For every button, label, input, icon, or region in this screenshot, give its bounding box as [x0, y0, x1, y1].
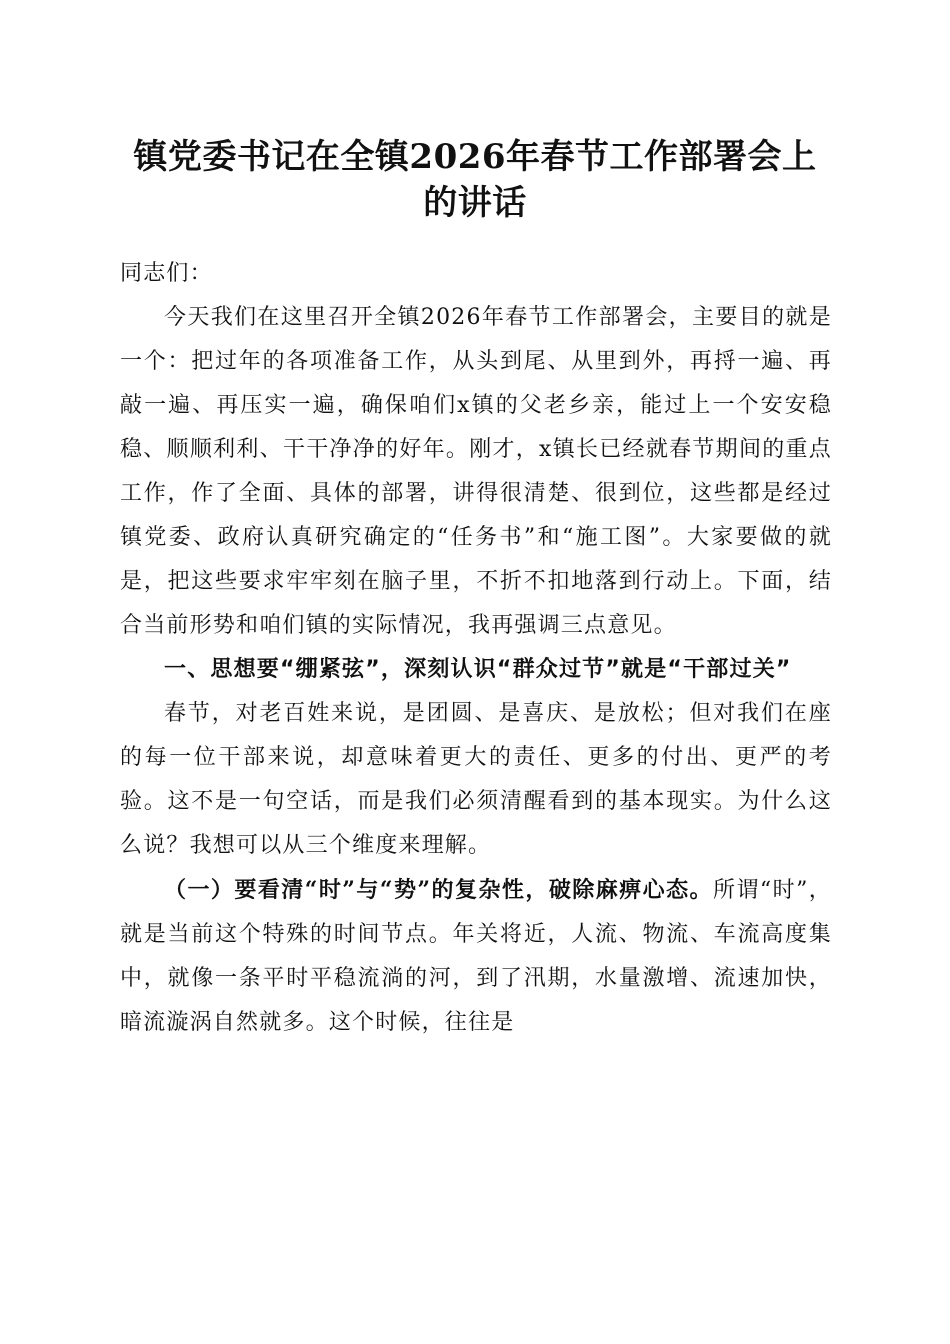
title-line-1: 镇党委书记在全镇2026年春节工作部署会上 — [133, 137, 817, 177]
section-heading-1: 一、思想要“绷紧弦”，深刻认识“群众过节”就是“干部过关” — [164, 657, 792, 682]
subsection-heading-1: （一）要看清“时”与“势”的复杂性，破除麻痹心态。 — [164, 877, 714, 903]
section-1-paragraph: 春节，对老百姓来说，是团圆、是喜庆、是放松；但对我们在座的每一位干部来说，却意味着更大的责任、更多的付出、更严的考验。这不是一句空话，而是我们必须清醒看到的基本现实。为什么这么说？我想可以从三个维度来理解。 — [120, 701, 832, 858]
opening-paragraph: 今天我们在这里召开全镇2026年春节工作部署会，主要目的就是一个：把过年的各项准备工作，从头到尾、从里到外，再捋一遍、再敲一遍、再压实一遍，确保咱们x镇的父老乡亲，能过上一个安安稳稳、顺顺利利、干干净净的好年。刚才，x镇长已经就春节期间的重点工作，作了全面、具体的部署，讲得很清楚、很到位，这些都是经过镇党委、政府认真研究确定的“任务书”和“施工图”。大家要做的就是，把这些要求牢牢刻在脑子里，不折不扣地落到行动上。下面，结合当前形势和咱们镇的实际情况，我再强调三点意见。 — [120, 305, 832, 638]
subsection-1-paragraph — [120, 868, 832, 1045]
document-body — [120, 252, 832, 1045]
salutation: 同志们： — [120, 261, 213, 286]
subsection-1-text: 所谓“时”，就是当前这个特殊的时间节点。年关将近，人流、物流、车流高度集中，就像一条平时平稳流淌的河，到了汛期，水量激增、流速加快，暗流漩涡自然就多。这个时候，往往是 — [120, 878, 832, 1035]
title-line-2: 的讲话 — [423, 183, 527, 223]
document-title — [100, 134, 850, 226]
